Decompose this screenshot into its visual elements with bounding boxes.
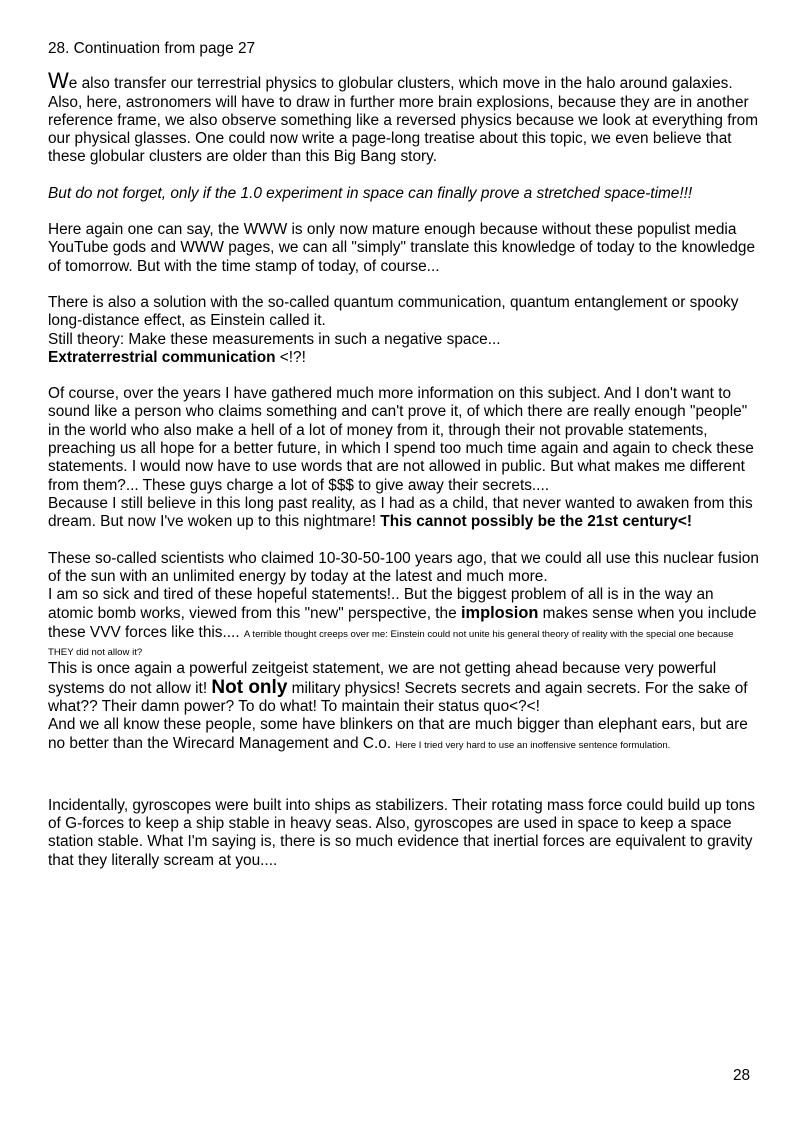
paragraph-www: Here again one can say, the WWW is only now mature enough because without these populist media YouTube gods and WWW pages, we can all "simply" translate this knowledge of today to the knowledge of tomorrow. But with the time stamp of today, of course... (48, 221, 756, 275)
paragraph-text: e also transfer our terrestrial physics to globular clusters, which move in the halo around galaxies. Also, here, astronomers will have to draw in further more brain explosions, because they are in another reference frame, we also observe something like a reversed physics because we look at everything from our physical glasses. One could now write a page-long treatise about this topic, we even believe that these globular clusters are older than this Big Bang story. (48, 75, 759, 166)
not-only-emphasis: Not only (211, 676, 288, 698)
theory-line: Still theory: Make these measurements in such a negative space... (48, 330, 501, 348)
quantum-line: There is also a solution with the so-called quantum communication, quantum entanglement or spooky long-distance effect, as Einstein called it. (48, 293, 739, 330)
page-number: 28 (733, 1067, 751, 1084)
extraterrestrial-tail: <!?! (275, 348, 306, 366)
paragraph-information (48, 385, 760, 531)
paragraph-globular-clusters (48, 68, 760, 166)
atomic-bomb-text: I am so sick and tired of these hopeful statements!.. But the biggest problem of all is in the way an atomic bomb works, viewed from this "new" perspective, the (48, 586, 714, 623)
page-body (48, 40, 760, 870)
inoffensive-aside: Here I tried very hard to use an inoffensive sentence formulation. (395, 739, 671, 751)
vvv-text: makes sense when you include these VVV forces like this.... (48, 605, 757, 641)
fusion-text: These so-called scientists who claimed 10-30-50-100 years ago, that we could all use this nuclear fusion of the sun with an unlimited energy by today at the latest and much more. (48, 549, 759, 585)
drop-cap: W (48, 68, 69, 94)
paragraph-gyroscopes: Incidentally, gyroscopes were built into ships as stabilizers. Their rotating mass force could build up tons of G-forces to keep a ship stable in heavy seas. Also, gyroscopes are used in space to keep a space station stable. What I'm saying is, there is so much evidence that inertial forces are equivalent to gravity that they literally scream at you.... (48, 796, 755, 869)
implosion-word: implosion (460, 604, 539, 623)
extraterrestrial-heading: Extraterrestrial communication (48, 348, 276, 366)
paragraph-scientists (48, 550, 760, 753)
italic-note: But do not forget, only if the 1.0 experiment in space can finally prove a stretched space-time!!! (48, 184, 693, 202)
dream-text: Because I still believe in this long past reality, as I had as a child, that never wanted to awaken from this dream. But now I've woken up to this nightmare! (48, 494, 753, 531)
information-text: Of course, over the years I have gathered much more information on this subject. And I don't want to sound like a person who claims something and can't prove it, of which there are really enough "people" in the world who also make a hell of a lot of money from it, through their not provable statements, preaching us all hope for a better future, in which I spend too much time again and again to check these statements. I would now have to use words that are not allowed in public. But what makes me different from them?... These guys charge a lot of $$$ to give away their secrets.... (48, 385, 754, 494)
paragraph-quantum (48, 294, 760, 367)
page-heading: 28. Continuation from page 27 (48, 40, 256, 57)
zeitgeist-text: This is once again a powerful zeitgeist statement, we are not getting ahead because very powerful systems do not allow it! (48, 660, 717, 697)
secrets-text: military physics! Secrets secrets and again secrets. For the sake of what?? Their damn power? To do what! To maintain their status quo<?<! (48, 679, 748, 715)
blinkers-text: And we all know these people, some have blinkers on that are much bigger than elephant ears, but are no better than the Wirecard Management and C.o. (48, 716, 748, 752)
einstein-aside: A terrible thought creeps over me: Einstein could not unite his general theory of reality with the special one because THEY did not allow it? (48, 628, 734, 659)
century-statement: This cannot possibly be the 21st century<! (380, 513, 693, 531)
